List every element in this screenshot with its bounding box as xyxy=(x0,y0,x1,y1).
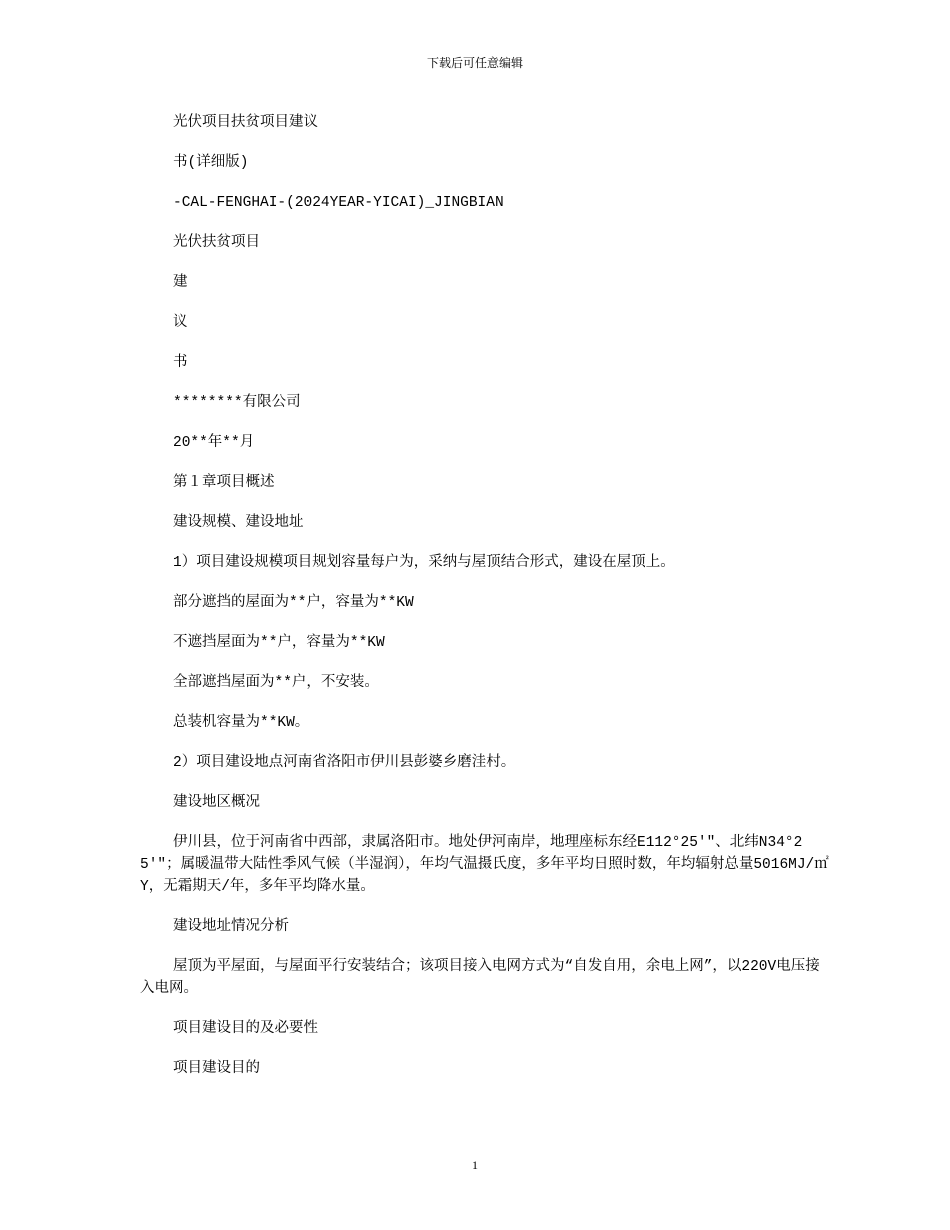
paragraph: 全部遮挡屋面为**户，不安装。 xyxy=(173,675,379,691)
paragraph: 屋顶为平屋面，与屋面平行安装结合；该项目接入电网方式为“自发自用，余电上网”，以220V电压接入电网。 xyxy=(140,959,820,997)
paragraph: 不遮挡屋面为**户，容量为**KW xyxy=(173,635,385,651)
paragraph: 总装机容量为**KW。 xyxy=(173,715,310,731)
paragraph: 2）项目建设地点河南省洛阳市伊川县彭婆乡磨洼村。 xyxy=(173,755,516,771)
document-body xyxy=(140,112,830,1098)
section-heading-purpose: 项目建设目的及必要性 xyxy=(173,1021,318,1037)
chapter-heading: 第１章项目概述 xyxy=(173,475,275,491)
page-header: 下载后可任意编辑 xyxy=(426,56,523,70)
page-number: 1 xyxy=(472,1158,478,1172)
doc-code: -CAL-FENGHAI-(2024YEAR-YICAI)_JINGBIAN xyxy=(173,195,504,211)
cover-char-3: 书 xyxy=(173,355,188,371)
paragraph: 部分遮挡的屋面为**户，容量为**KW xyxy=(173,595,414,611)
cover-char-2: 议 xyxy=(173,315,188,331)
section-heading-site: 建设地址情况分析 xyxy=(173,919,289,935)
company-name: ********有限公司 xyxy=(173,395,301,411)
paragraph: 1）项目建设规模项目规划容量每户为，采纳与屋顶结合形式，建设在屋顶上。 xyxy=(173,555,675,571)
doc-title-line-2: 书(详细版) xyxy=(173,155,249,171)
cover-title: 光伏扶贫项目 xyxy=(173,235,260,251)
subsection-heading: 项目建设目的 xyxy=(173,1061,260,1077)
paragraph: 伊川县，位于河南省中西部，隶属洛阳市。地处伊河南岸，地理座标东经E112°25'"、北纬N34°25'"；属暖温带大陆性季风气候（半湿润），年均气温摄氏度，多年平均日照时数，年均辐射总量5016MJ/㎡Y，无霜期天/年，多年平均降水量。 xyxy=(140,835,829,895)
cover-char-1: 建 xyxy=(173,275,188,291)
section-heading-overview: 建设地区概况 xyxy=(173,795,260,811)
doc-title-line-1: 光伏项目扶贫项目建议 xyxy=(173,115,318,131)
section-heading-scale: 建设规模、建设地址 xyxy=(173,515,304,531)
date-line: 20**年**月 xyxy=(173,435,255,451)
